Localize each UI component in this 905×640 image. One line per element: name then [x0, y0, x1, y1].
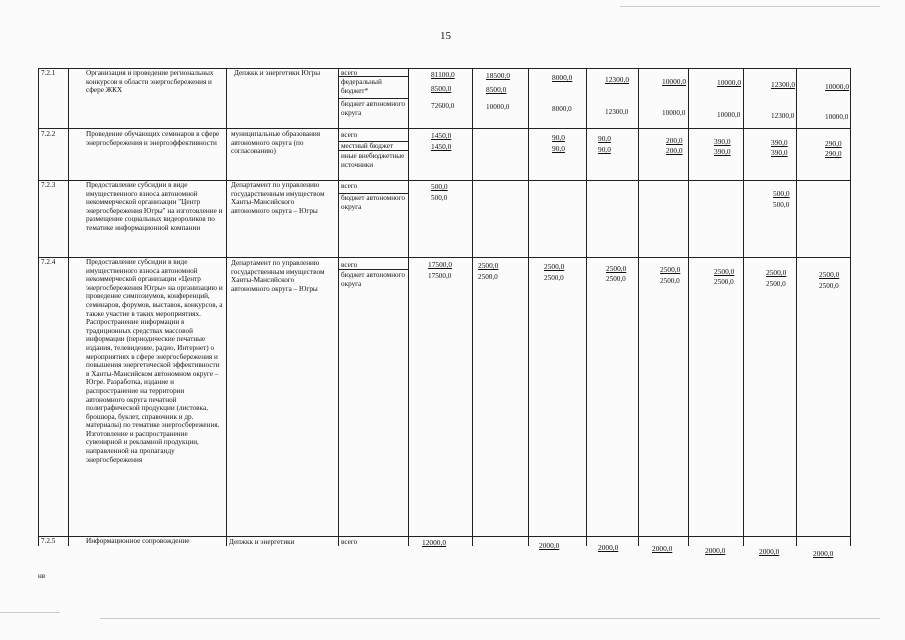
value-cell: 2000,0	[813, 549, 834, 558]
value-cell: 200,0	[666, 136, 683, 145]
source-label: всего	[341, 182, 358, 190]
row-title: Информационное сопровождение	[86, 537, 190, 545]
source-label: всего	[341, 69, 358, 77]
value-cell: 8500,0	[431, 84, 452, 93]
value-cell: 17500,0	[428, 272, 452, 280]
value-cell: 10000,0	[825, 82, 850, 91]
row-executor: муниципальные образования автономного округа (по согласованию)	[231, 130, 321, 156]
value-cell: 1450,0	[431, 142, 452, 151]
value-cell: 2500,0	[766, 268, 787, 277]
value-cell: 10000,0	[662, 109, 686, 117]
page-number: 15	[440, 30, 451, 42]
value-cell: 390,0	[714, 147, 731, 156]
scan-artifact	[620, 6, 880, 7]
source-label: бюджет автономного округа	[341, 194, 406, 211]
row-number: 7.2.2	[41, 130, 56, 138]
row-executor: Департамент по управлению государственным имуществом Ханты-Мансийского автономного округа – Югры	[231, 181, 325, 215]
source-label: иные внебюджетные источники	[341, 152, 405, 169]
row-number: 7.2.4	[41, 258, 56, 266]
value-cell: 10000,0	[486, 103, 510, 111]
row-executor: Депжкк и энергетики	[229, 538, 295, 546]
scan-artifact	[100, 618, 880, 619]
value-cell: 2500,0	[544, 274, 564, 282]
value-cell: 81100,0	[431, 70, 455, 79]
value-cell: 290,0	[825, 139, 842, 148]
source-label: всего	[341, 131, 358, 139]
value-cell: 500,0	[773, 189, 790, 198]
value-cell: 2500,0	[606, 275, 626, 283]
value-cell: 200,0	[666, 146, 683, 155]
value-cell: 290,0	[825, 149, 842, 158]
value-cell: 2500,0	[660, 277, 680, 285]
value-cell: 8500,0	[486, 85, 507, 94]
source-label: всего	[341, 538, 358, 546]
value-cell: 2500,0	[660, 265, 681, 274]
value-cell: 10000,0	[717, 111, 741, 119]
value-cell: 500,0	[773, 201, 790, 209]
value-cell: 2500,0	[478, 273, 498, 281]
row-executor: Департамент по управлению государственным имуществом Ханты-Мансийского автономного округа – Югры	[231, 259, 325, 293]
scan-artifact	[0, 612, 60, 613]
value-cell: 8000,0	[552, 105, 572, 113]
value-cell: 12300,0	[771, 80, 796, 89]
source-label: бюджет автономного округа	[341, 100, 406, 117]
value-cell: 390,0	[714, 137, 731, 146]
value-cell: 2500,0	[478, 261, 499, 270]
value-cell: 72600,0	[431, 102, 455, 110]
value-cell: 500,0	[431, 194, 448, 202]
value-cell: 12000,0	[422, 538, 447, 547]
row-title: Проведение обучающих семинаров в сфере энергосбережения и энергоэффективности	[86, 130, 220, 147]
value-cell: 2500,0	[714, 278, 734, 286]
source-label: федеральный бюджет*	[341, 78, 382, 95]
value-cell: 2000,0	[705, 546, 726, 555]
value-cell: 2500,0	[714, 267, 735, 276]
value-cell: 2000,0	[759, 547, 780, 556]
row-title: Предоставление субсидии в виде имущественного взноса автономной некоммерческой организации «Центр энергосбережения Югры» на организацию и проведение симпозиумов, конференций, семинаров, форумов, выставок, конкурсов, а также участие в таких мероприятиях. Распространение информации в традиционных средствах массовой информации (периодические печатные издания, телевидение, радио, Интернет) о мероприятиях в сфере энергосбережения и повышения энергетической эффективности в Ханты-Мансийском автономном округе – Югре. Разработка, издание и распространение на территории автономного округа печатной полиграфической продукции (листовка, брошюра, буклет, справочник и др. материалы) по тематике энергосбережения. Изготовление и распространение сувенирной и рекламной продукции, направленной на пропаганду энергосбережения	[86, 258, 223, 464]
value-cell: 2500,0	[766, 280, 786, 288]
value-cell: 18500,0	[486, 71, 511, 80]
row-number: 7.2.5	[41, 537, 56, 545]
value-cell: 2500,0	[819, 270, 840, 279]
value-cell: 12300,0	[605, 75, 630, 84]
value-cell: 2500,0	[606, 264, 627, 273]
value-cell: 2000,0	[598, 543, 619, 552]
source-label: местный бюджет	[341, 142, 394, 150]
value-cell: 2000,0	[652, 544, 673, 553]
value-cell: 17500,0	[428, 260, 453, 269]
row-number: 7.2.3	[41, 181, 56, 189]
value-cell: 2500,0	[544, 262, 565, 271]
value-cell: 90,0	[598, 134, 611, 143]
value-cell: 10000,0	[825, 113, 849, 121]
value-cell: 10000,0	[717, 78, 742, 87]
row-title: Организация и проведение региональных конкурсов в области энергосбережения и сфере ЖКХ	[86, 69, 214, 95]
value-cell: 12300,0	[771, 112, 795, 120]
footer-mark: нв	[38, 572, 46, 580]
value-cell: 90,0	[552, 144, 565, 153]
value-cell: 12300,0	[605, 108, 629, 116]
value-cell: 2500,0	[819, 282, 839, 290]
row-number: 7.2.1	[41, 69, 56, 77]
value-cell: 8000,0	[552, 73, 573, 82]
value-cell: 90,0	[598, 145, 611, 154]
value-cell: 390,0	[771, 138, 788, 147]
source-label: всего	[341, 261, 358, 269]
value-cell: 500,0	[431, 182, 448, 191]
row-executor: Депжкк и энергетики Югры	[234, 69, 321, 77]
value-cell: 10000,0	[662, 77, 687, 86]
row-title: Предоставление субсидии в виде имущественного взноса автономной некоммерческой организации "Центр энергосбережения Югры" на изготовление и размещение социальных видеороликов по тематике информационной компании	[86, 181, 223, 232]
value-cell: 390,0	[771, 148, 788, 157]
value-cell: 1450,0	[431, 131, 452, 140]
source-label: бюджет автономного округа	[341, 271, 406, 288]
value-cell: 90,0	[552, 133, 565, 142]
value-cell: 2000,0	[539, 541, 560, 550]
